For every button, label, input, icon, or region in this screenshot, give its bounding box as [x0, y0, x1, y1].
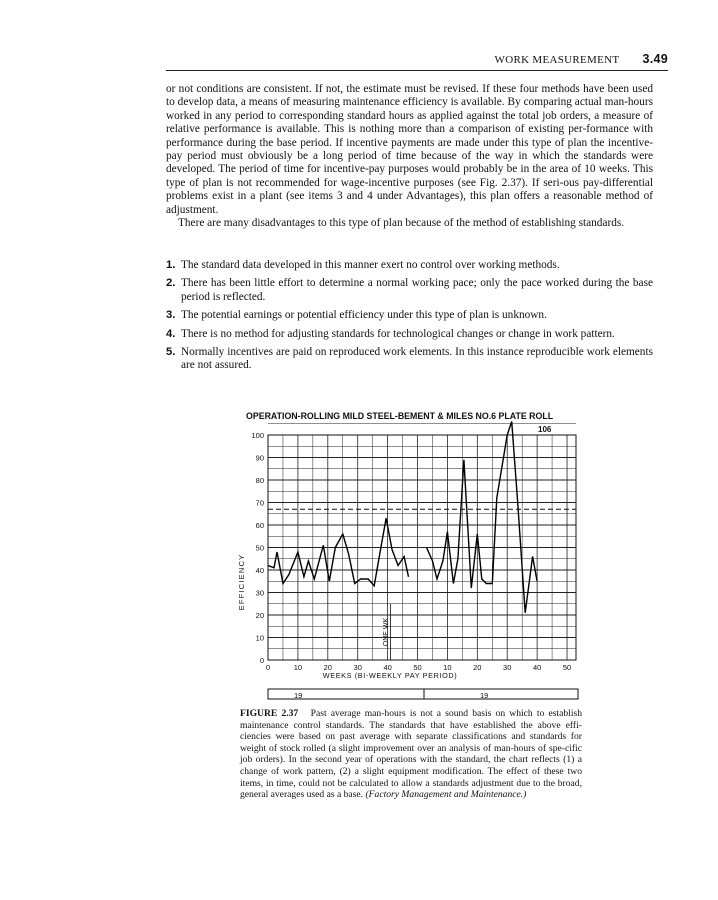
list-text: The potential earnings or potential efficiency under this type of plan is unknown. [181, 309, 547, 322]
x-tick-label: 30 [503, 663, 512, 672]
list-number: 4. [166, 327, 176, 340]
list-number: 2. [166, 277, 176, 290]
list-text: There is no method for adjusting standards for technological changes or change in work pattern. [181, 327, 615, 340]
list-item [166, 328, 653, 341]
x-axis-label: WEEKS (BI-WEEKLY PAY PERIOD) [322, 671, 458, 680]
x-tick-label: 20 [473, 663, 482, 672]
chart-ticks [251, 431, 571, 672]
caption-source: (Factory Management and Maintenance.) [365, 789, 527, 801]
list-item [166, 309, 653, 322]
x-tick-label: 0 [265, 663, 271, 672]
y-tick-label: 20 [255, 611, 264, 620]
efficiency-chart [228, 404, 588, 706]
x-tick-label: 40 [383, 663, 392, 672]
paragraph-2: There are many disadvantages to this type of plan because of the method of establishing standards. [178, 217, 625, 230]
x-tick-label: 10 [443, 663, 452, 672]
list-number: 3. [166, 309, 176, 322]
figure-2-37 [228, 404, 588, 706]
x-tick-label: 50 [413, 663, 422, 672]
disadvantages-list [166, 259, 653, 378]
body-text [166, 83, 653, 230]
running-head [495, 52, 668, 66]
list-item [166, 346, 653, 373]
y-tick-label: 30 [255, 588, 264, 598]
header-rule [166, 70, 668, 71]
figure-caption [240, 708, 582, 801]
peak-annotation: 106 [538, 425, 552, 434]
chart-grid [268, 424, 576, 660]
y-tick-label: 0 [259, 656, 264, 665]
chart-title: OPERATION-ROLLING MILD STEEL-BEMENT & MILES NO.6 PLATE ROLL [246, 411, 554, 421]
caption-text: Past average man-hours is not a sound basis on which to establish maintenance control standards. The standards that have established the above effi-ciencies were based on past average with separate classifications and standards for weight of stock rolled (a slight improvement over an analysis of man-hours of spe-cific job orders). In the second year of operations with the standard, the chart reflects (1) a change of work pattern, (2) a slight equipment modification. The effect of these two items, in time, could not be calculated to allow a standards adjustment due to the broad, general averages used as a base. [240, 708, 583, 801]
year-label-2: 19__ [480, 691, 497, 700]
caption-label: FIGURE 2.37 [240, 708, 299, 719]
x-tick-label: 50 [562, 663, 572, 672]
x-tick-label: 30 [353, 663, 362, 672]
y-tick-label: 90 [255, 453, 264, 463]
list-item [166, 277, 653, 304]
x-tick-label: 20 [323, 663, 332, 672]
efficiency-series-line-2 [427, 422, 538, 613]
y-tick-label: 70 [255, 498, 264, 508]
y-tick-label: 80 [255, 476, 264, 485]
year-label-1: 19__ [294, 691, 311, 700]
list-item [166, 259, 653, 272]
list-text: There has been little effort to determine a normal working pace; only the pace worked during the base period is reflected. [181, 277, 653, 303]
y-tick-label: 40 [255, 566, 264, 575]
list-text: The standard data developed in this manner exert no control over working methods. [181, 259, 560, 271]
list-number: 5. [166, 346, 176, 359]
page-number: 3.49 [642, 52, 668, 66]
list-number: 1. [166, 259, 176, 271]
y-tick-label: 10 [255, 633, 264, 643]
y-tick-label: 50 [255, 543, 264, 553]
one-week-label: ONE WK [383, 617, 390, 647]
year-band [268, 689, 578, 699]
y-tick-label: 100 [251, 431, 264, 440]
y-tick-label: 60 [255, 521, 264, 530]
y-axis-label: EFFICIENCY [237, 553, 246, 611]
x-tick-label: 40 [532, 663, 542, 672]
x-tick-label: 10 [293, 663, 303, 672]
paragraph-1: or not conditions are consistent. If not, the estimate must be revised. If these four methods have been used to develop data, a means of measuring maintenance efficiency is available. By comparing actual man-hours worked in any period to corresponding standard hours as applied against the total job orders, a measure of relative performance is available. This is nothing more than a comparison of existing per-formance with performance during the base period. If incentive payments are made under this type of plan the incentive-pay period must obviously be a long period of time because of the way in which the standards were developed. The period of time for incentive-pay purposes would probably be in the area of 10 weeks. This type of plan is not recommended for wage-incentive purposes (see Fig. 2.37). If seri-ous pay-differential problems exist in a plant (see items 3 and 4 under Advantages), this plan offers a reasonable method of adjustment. [166, 83, 653, 216]
section-title: WORK MEASUREMENT [494, 54, 620, 66]
list-text: Normally incentives are paid on reproduced work elements. In this instance reproducible work elements are not assured. [181, 346, 653, 372]
